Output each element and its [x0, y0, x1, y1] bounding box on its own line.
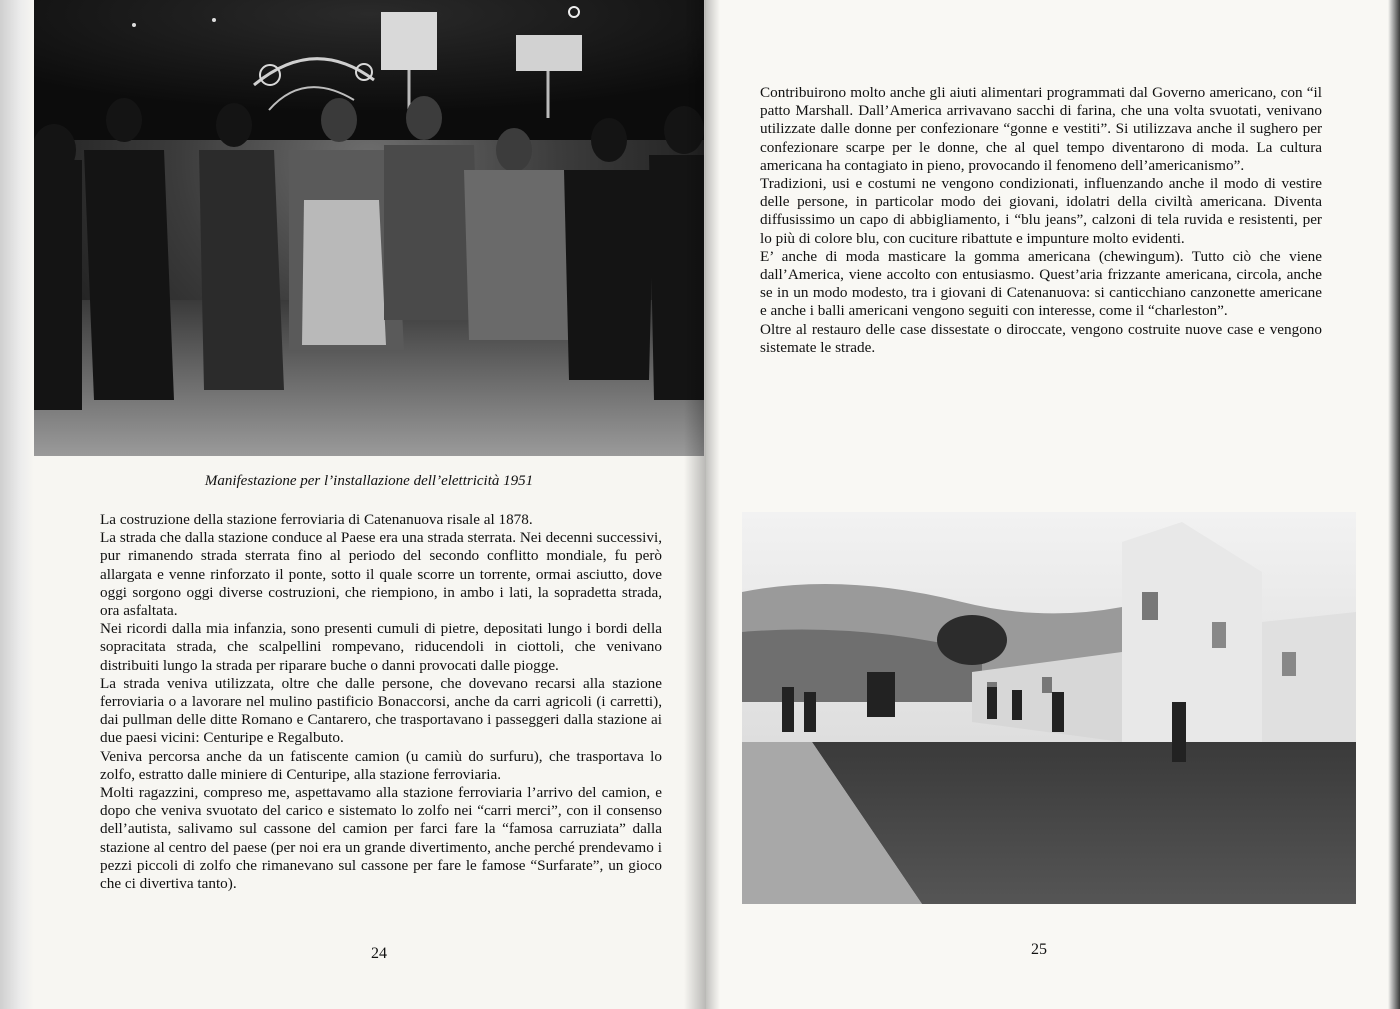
paragraph: La strada che dalla stazione conduce al Paese era una strada sterrata. Nei decenni successivi, pur rimanendo strada sterrata fino al periodo del secondo conflitto mondiale, fu però allargata e venne rinforzato il ponte, sotto il quale scorre un torrente, ormai asciutto, dove oggi sorgono oggi diverse costruzioni, che riempiono, in ambo i lati, la sopradetta strada, ora asfaltata. [100, 529, 662, 620]
paragraph: Veniva percorsa anche da un fatiscente camion (u camiù do surfuru), che trasportava lo zolfo, estratto dalle miniere di Centuripe, alla stazione ferroviaria. [100, 747, 662, 783]
procession-photo [34, 0, 704, 456]
page-edge [1388, 0, 1400, 1009]
photo-caption: Manifestazione per l’installazione dell’elettricità 1951 [204, 473, 534, 489]
paragraph: Tradizioni, usi e costumi ne vengono condizionati, influenzando anche il modo di vestire delle persone, in particolar modo dei giovani, idolatri della civiltà americana. Diventa diffusissimo un capo di abbigliamento, i “blu jeans”, calzoni di tela ruvida e resistenti, per lo più di colore blu, con cuciture ribattute e impunture molto evidenti. [760, 175, 1322, 247]
paragraph: Contribuirono molto anche gli aiuti alimentari programmati dal Governo americano, con “il patto Marshall. Dall’America arrivavano sacchi di farina, che una volta svuotati, venivano utilizzate dalle donne per confezionare “gonne e vestiti”. Si utilizzava anche il sughero per confezionare scarpe per le donne, che al quel tempo diventarono di moda. La cultura americana ha contagiato in pieno, provocando il fenomeno dell’americanismo”. [760, 84, 1322, 174]
spine-shadow [706, 0, 720, 1009]
paragraph: La strada veniva utilizzata, oltre che dalle persone, che dovevano recarsi alla stazione ferroviaria o a lavorare nel mulino pastificio Bonaccorsi, anche da carri agricoli (i carretti), dai pullman delle ditte Romano e Cantarero, che trasportavano i passeggeri dalla stazione ai due paesi vicini: Centuripe e Regalbuto. [100, 674, 662, 747]
paragraph: La costruzione della stazione ferroviaria di Catenanuova risale al 1878. [100, 511, 533, 528]
paragraph: Molti ragazzini, compreso me, aspettavamo alla stazione ferroviaria l’arrivo del camion, e dopo che veniva svuotato del carico e sistemato lo zolfo nei “carri merci”, con il consenso dell’autista, salivamo sul cassone del camion per farci fare la “famosa carruziata” dalla stazione al centro del paese (per noi era un grande divertimento, anche perché prendevamo i pezzi piccoli di zolfo che rimanevano sul cassone per fare le famose “Surfarate”, un gioco che ci divertiva tanto). [100, 784, 662, 893]
right-page [706, 0, 1400, 1009]
page-edge [0, 0, 34, 1009]
spine-shadow [684, 0, 706, 1009]
paragraph: Nei ricordi dalla mia infanzia, sono presenti cumuli di pietre, depositati lungo i bordi della sopracitata strada, che scalpellini rompevano, riducendoli in ciottoli, che venivano distribuiti lungo la strada per riparare buche o danni provocati dalle piogge. [100, 620, 662, 674]
page-number: 25 [1031, 941, 1047, 958]
page-number: 24 [371, 945, 387, 962]
street-photo [742, 512, 1356, 904]
left-body-text [100, 511, 662, 893]
paragraph: Oltre al restauro delle case dissestate o diroccate, vengono costruite nuove case e vengono sistemate le strade. [760, 320, 1322, 356]
paragraph: E’ anche di moda masticare la gomma americana (chewingum). Tutto ciò che viene dall’America, viene accolto con entusiasmo. Quest’aria frizzante americana, circola, anche se in un modo modesto, tra i giovani di Catenanuova: si canticchiano canzonette americane e anche i balli americani vengono seguiti con interesse, come il “charleston”. [760, 247, 1322, 320]
right-body-text [760, 84, 1322, 357]
